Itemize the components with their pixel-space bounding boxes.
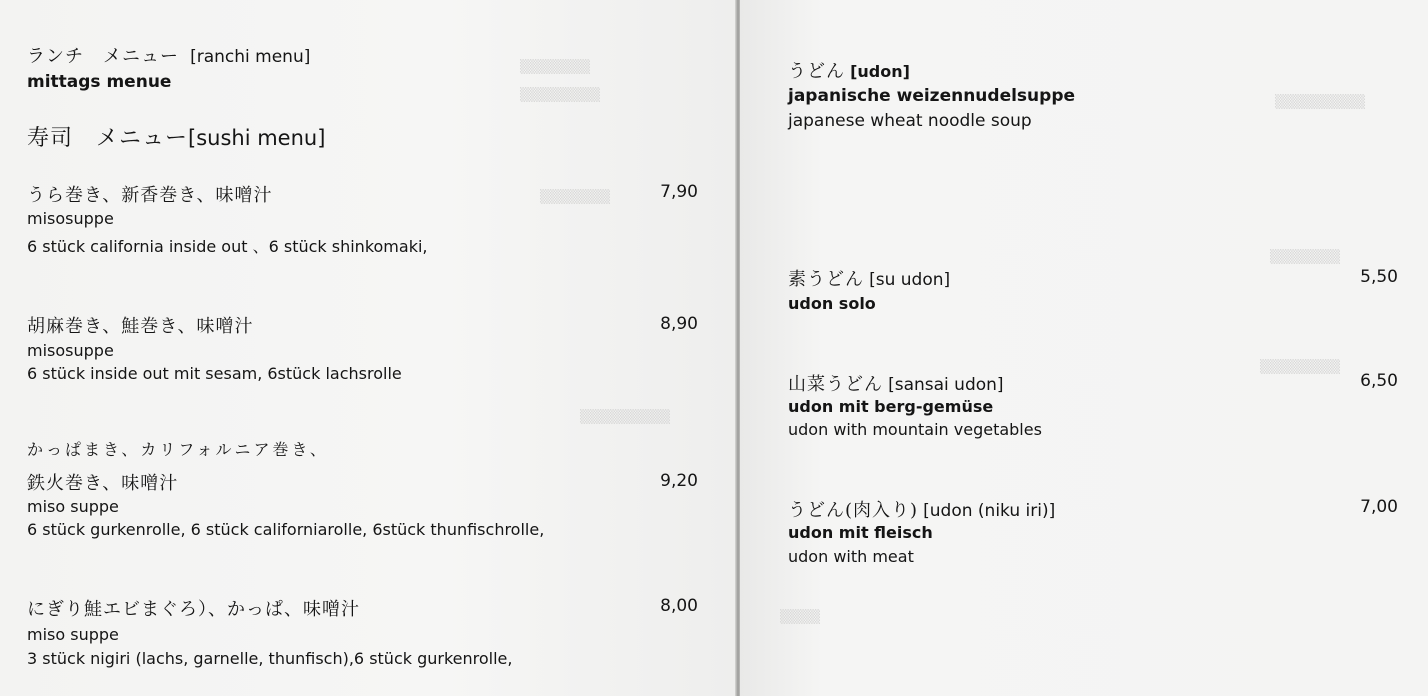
menu-item-de-name: misosuppe (27, 209, 114, 228)
menu-item-price: 6,50 (1360, 371, 1398, 391)
menu-item-description: 6 stück inside out mit sesam, 6stück lachsrolle (27, 364, 402, 383)
menu-item-price: 7,90 (660, 182, 698, 202)
menu-item-jp-name-line1: かっぱまき、カリフォルニア巻き、 (27, 440, 329, 459)
menu-item-de-name: misosuppe (27, 341, 114, 360)
udon-header-latin: [udon] (850, 62, 910, 81)
menu-item-price: 8,90 (660, 314, 698, 334)
menu-item-jp-name: 鉄火巻き、味噌汁 (27, 473, 179, 494)
menu-item-de-name: miso suppe (27, 497, 119, 516)
show-through-text: ▒▒▒▒▒▒▒▒ (520, 88, 600, 103)
udon-header-en: japanese wheat noodle soup (788, 111, 1032, 131)
menu-item-latin-name: [udon (niku iri)] (923, 501, 1056, 521)
menu-item-description: 3 stück nigiri (lachs, garnelle, thunfisch),6 stück gurkenrolle, (27, 649, 513, 668)
menu-item-jp-name: 胡麻巻き、鮭巻き、味噌汁 (27, 316, 254, 337)
sushi-header-latin: [sushi menu] (188, 126, 326, 150)
menu-item-price: 5,50 (1360, 267, 1398, 287)
menu-item-de-name: udon mit fleisch (788, 523, 933, 542)
menu-item-name (788, 265, 950, 291)
right-menu-page (740, 0, 1428, 696)
menu-item-description: 6 stück california inside out 、6 stück shinkomaki, (27, 237, 428, 256)
show-through-text: ▒▒▒▒▒▒▒▒ (1260, 360, 1340, 375)
lunch-header-jp: ランチ メニュー (27, 46, 179, 67)
lunch-header-de: mittags menue (27, 72, 172, 92)
menu-item-latin-name: [sansai udon] (888, 375, 1004, 395)
udon-menu-header (788, 57, 910, 83)
menu-item-price: 7,00 (1360, 497, 1398, 517)
menu-item-description: 6 stück gurkenrolle, 6 stück californiarolle, 6stück thunfischrolle, (27, 520, 545, 539)
show-through-text: ▒▒▒▒ (780, 610, 820, 625)
sushi-menu-header (27, 121, 325, 152)
show-through-text: ▒▒▒▒▒▒▒ (1270, 250, 1340, 265)
menu-item-jp-name: 山菜うどん (788, 374, 883, 395)
menu-item-name (788, 496, 1055, 522)
menu-item-jp-name: うどん(肉入り) (788, 500, 919, 521)
menu-item-en-name: udon with mountain vegetables (788, 420, 1042, 439)
udon-header-de: japanische weizennudelsuppe (788, 86, 1076, 106)
menu-item-de-name: udon mit berg-gemüse (788, 397, 994, 416)
menu-item-price: 8,00 (660, 596, 698, 616)
show-through-text: ▒▒▒▒▒▒▒▒▒ (1275, 95, 1365, 110)
lunch-menu-header (27, 42, 310, 68)
menu-item-latin-name: [su udon] (869, 270, 951, 290)
show-through-text: ▒▒▒▒▒▒▒ (520, 60, 590, 75)
menu-item-price: 9,20 (660, 471, 698, 491)
udon-header-jp: うどん (788, 61, 845, 82)
menu-item-de-name: miso suppe (27, 625, 119, 644)
show-through-text: ▒▒▒▒▒▒▒ (540, 190, 610, 205)
menu-item-en-name: udon with meat (788, 547, 914, 566)
menu-item-jp-name: うら巻き、新香巻き、味噌汁 (27, 185, 273, 206)
sushi-header-jp: 寿司 メニュー (27, 126, 189, 151)
menu-item-de-name: udon solo (788, 294, 876, 313)
menu-item-jp-name: にぎり鮭エビまぐろ）、かっぱ、味噌汁 (27, 599, 360, 620)
menu-item-jp-name: 素うどん (788, 269, 864, 290)
show-through-text: ▒▒▒▒▒▒▒▒▒ (580, 410, 670, 425)
menu-item-name (788, 370, 1004, 396)
lunch-header-latin: [ranchi menu] (190, 47, 311, 67)
